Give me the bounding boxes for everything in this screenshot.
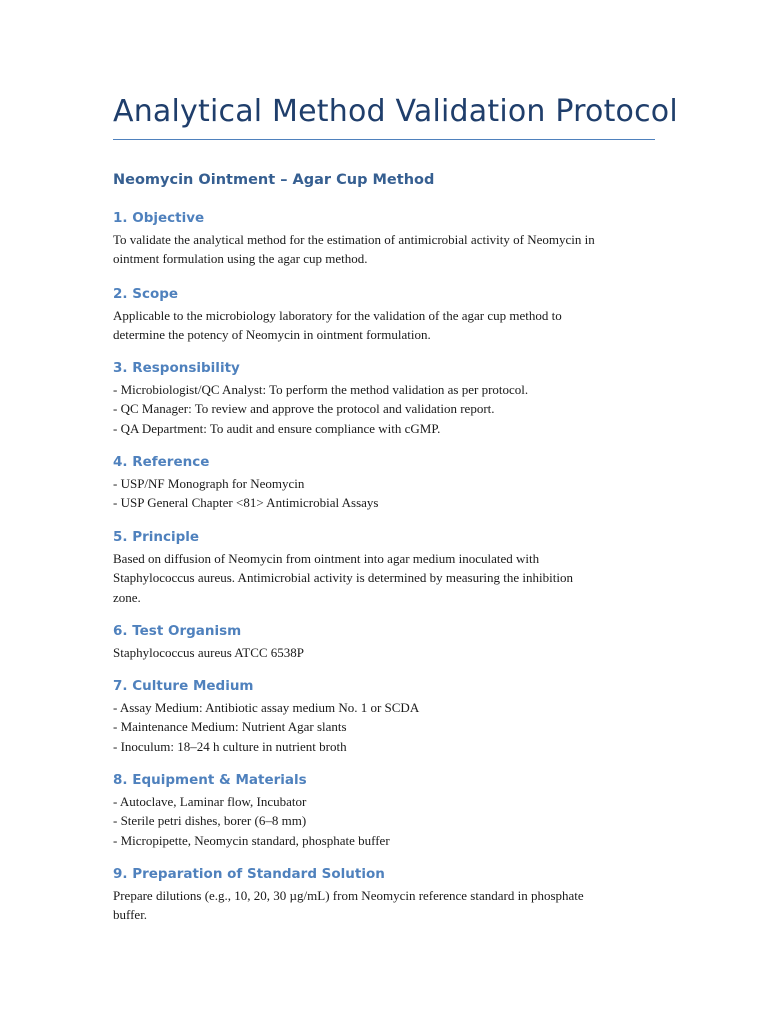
text-line: - QC Manager: To review and approve the protocol and validation report. — [113, 401, 495, 417]
text-line: Based on diffusion of Neomycin from ointment into agar medium inoculated with — [113, 551, 540, 566]
section-heading: 3. Responsibility — [113, 360, 240, 376]
section-scope — [113, 286, 673, 345]
text-line: - QA Department: To audit and ensure compliance with cGMP. — [113, 420, 441, 436]
title-divider — [113, 139, 655, 140]
section-heading: 1. Objective — [113, 210, 205, 226]
section-heading: 8. Equipment & Materials — [113, 772, 307, 788]
section-test-organism — [113, 623, 673, 662]
section-heading: 2. Scope — [113, 286, 179, 302]
section-heading: 7. Culture Medium — [113, 678, 254, 694]
text-line: To validate the analytical method for the estimation of antimicrobial activity of Neomycin in — [113, 232, 595, 247]
section-body — [113, 230, 673, 269]
text-line: - Inoculum: 18–24 h culture in nutrient broth — [113, 738, 347, 754]
section-responsibility — [113, 360, 673, 438]
text-line: - Autoclave, Laminar flow, Incubator — [113, 794, 307, 809]
text-line: buffer. — [113, 907, 148, 923]
text-line: zone. — [113, 589, 141, 605]
text-line: - Maintenance Medium: Nutrient Agar slants — [113, 719, 347, 735]
text-line: Staphylococcus aureus ATCC 6538P — [113, 645, 305, 660]
section-body — [113, 643, 673, 662]
text-line: - USP/NF Monograph for Neomycin — [113, 476, 305, 491]
section-culture-medium — [113, 678, 673, 756]
section-body — [113, 792, 673, 850]
section-heading: 9. Preparation of Standard Solution — [113, 866, 385, 882]
text-line: - Micropipette, Neomycin standard, phosphate buffer — [113, 832, 390, 848]
section-body — [113, 306, 673, 345]
section-objective — [113, 210, 673, 269]
text-line: Prepare dilutions (e.g., 10, 20, 30 µg/mL) from Neomycin reference standard in phosphate — [113, 888, 584, 903]
document-title: Analytical Method Validation Protocol — [113, 94, 678, 129]
text-line: ointment formulation using the agar cup method. — [113, 251, 368, 267]
section-body — [113, 698, 673, 756]
section-principle — [113, 529, 673, 607]
text-line: - USP General Chapter <81> Antimicrobial Assays — [113, 495, 379, 511]
section-equipment-materials — [113, 772, 673, 850]
section-heading: 5. Principle — [113, 529, 200, 545]
section-body — [113, 380, 673, 438]
section-body — [113, 474, 673, 513]
section-heading: 6. Test Organism — [113, 623, 242, 639]
section-standard-solution — [113, 866, 673, 925]
section-heading: 4. Reference — [113, 454, 210, 470]
text-line: - Sterile petri dishes, borer (6–8 mm) — [113, 813, 307, 829]
section-body — [113, 549, 673, 607]
text-line: - Microbiologist/QC Analyst: To perform the method validation as per protocol. — [113, 382, 529, 397]
text-line: - Assay Medium: Antibiotic assay medium No. 1 or SCDA — [113, 700, 420, 715]
section-body — [113, 886, 673, 925]
text-line: determine the potency of Neomycin in ointment formulation. — [113, 327, 431, 343]
document-subtitle: Neomycin Ointment – Agar Cup Method — [113, 172, 435, 188]
text-line: Staphylococcus aureus. Antimicrobial activity is determined by measuring the inhibition — [113, 570, 573, 586]
text-line: Applicable to the microbiology laboratory for the validation of the agar cup method to — [113, 308, 562, 323]
section-reference — [113, 454, 673, 513]
